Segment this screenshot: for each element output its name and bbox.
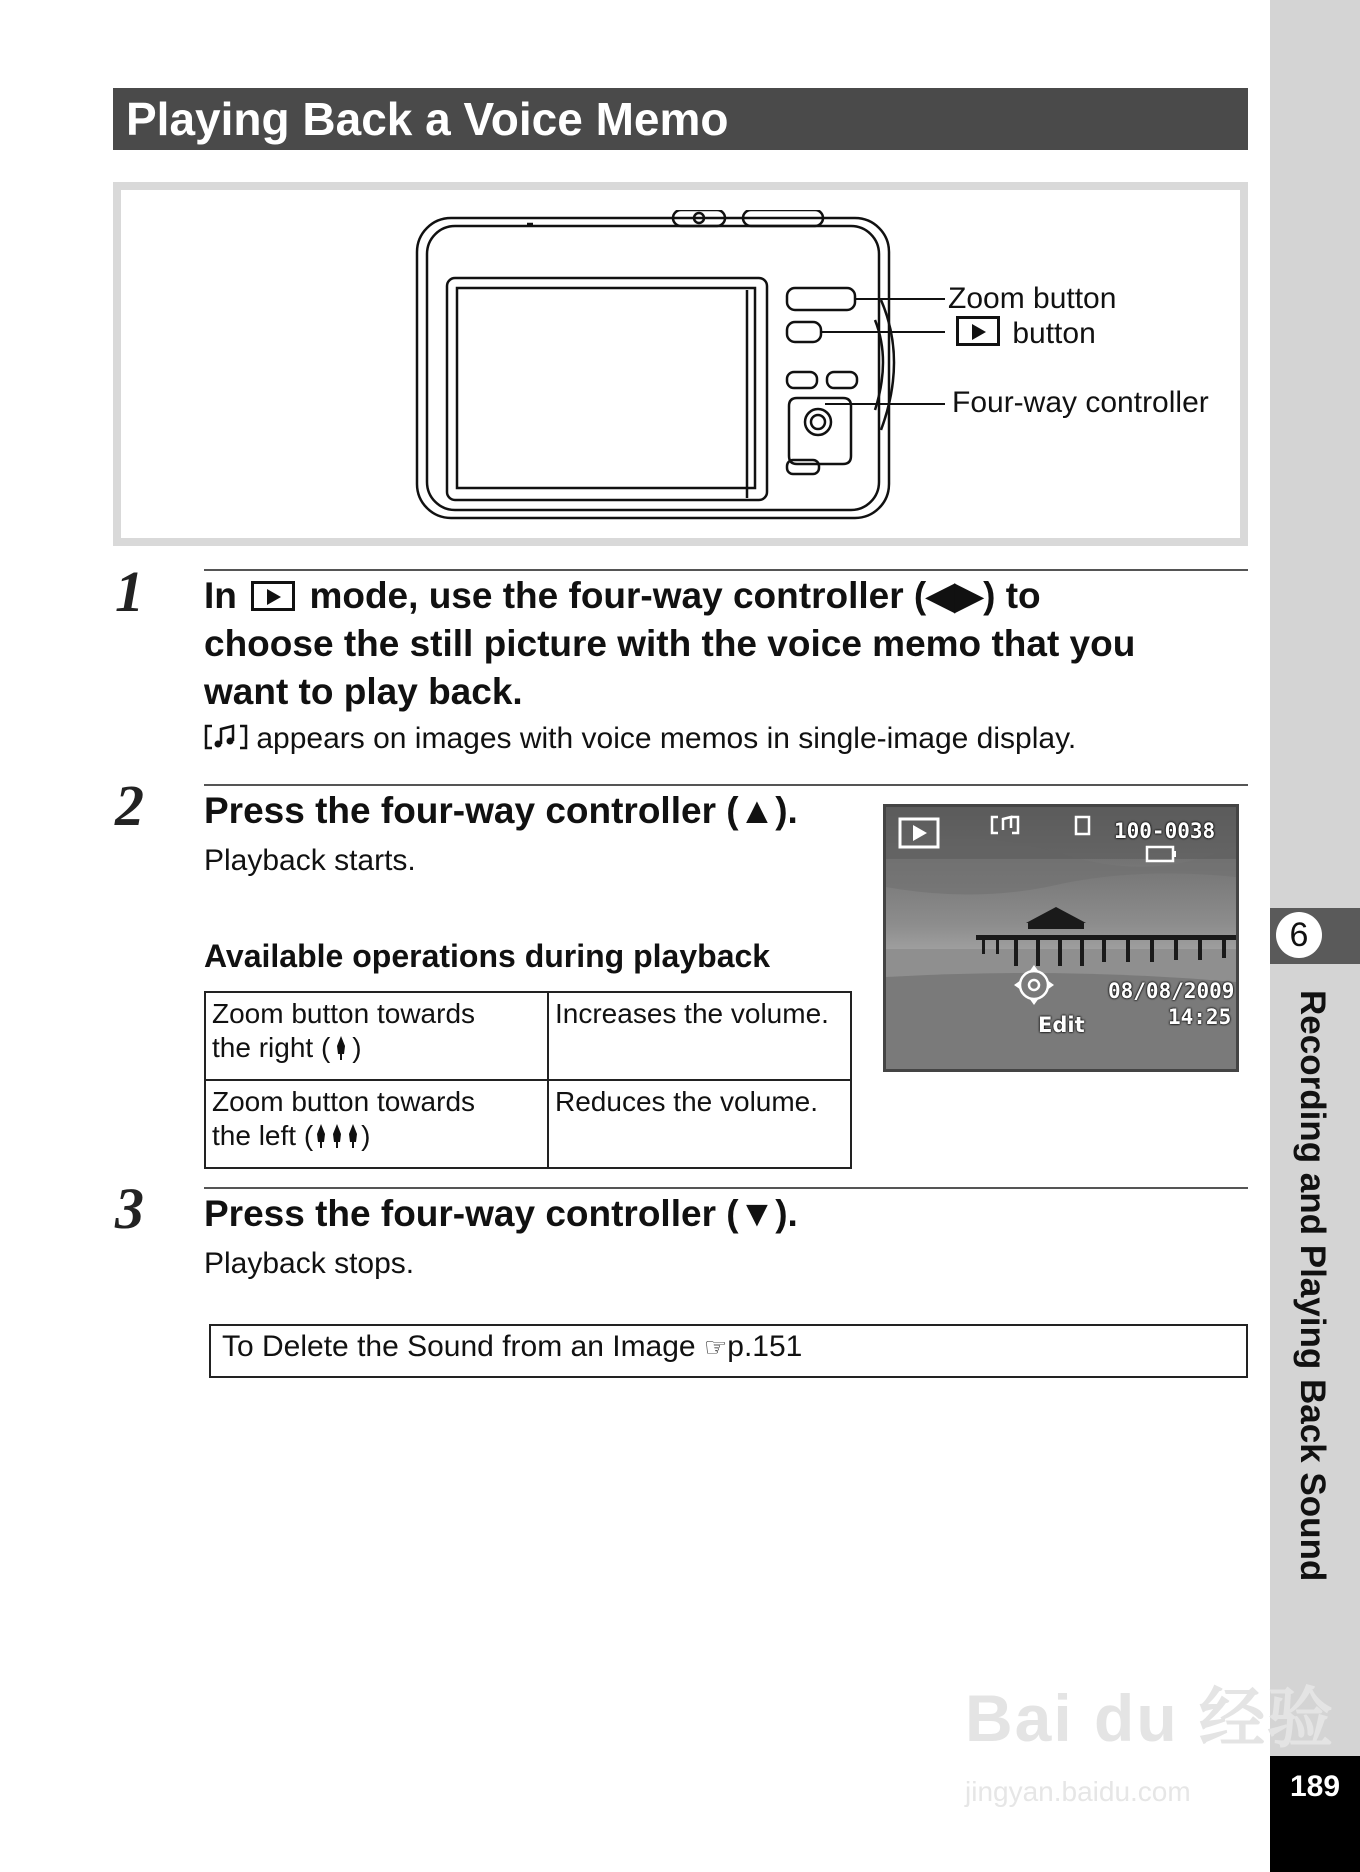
voice-memo-icon (204, 722, 248, 752)
table-cell-effect: Increases the volume. (548, 992, 851, 1080)
step-1-heading (204, 572, 1248, 716)
step-1-heading-line-2: choose the still picture with the voice memo that you (204, 623, 1136, 664)
control-line-2: the right ( (212, 1032, 331, 1063)
baidu-watermark-logo: Bai du 经验 (965, 1681, 1336, 1755)
control-line-1: Zoom button towards (212, 998, 476, 1029)
control-line-2-end: ) (352, 1032, 362, 1063)
step-3-body: Playback stops. (204, 1247, 415, 1280)
page-title: Playing Back a Voice Memo (126, 93, 729, 145)
table-cell-effect: Reduces the volume. (548, 1080, 851, 1168)
table-row (205, 1080, 851, 1168)
lcd-file-number: 100-0038 (1114, 819, 1216, 843)
playback-button-callout (952, 316, 1096, 351)
step-1-heading-line-3: want to play back. (204, 671, 523, 712)
note-page-ref: p.151 (727, 1330, 803, 1363)
chapter-title: Recording and Playing Back Sound (1293, 990, 1332, 1582)
operations-subheading: Available operations during playback (204, 938, 771, 974)
chapter-number: 6 (1276, 912, 1322, 958)
step-1-body-text: appears on images with voice memos in single-image display. (256, 722, 1077, 755)
table-cell-control (205, 1080, 548, 1168)
camera-lcd-screen (883, 804, 1239, 1072)
lcd-time: 14:25 (1168, 1005, 1232, 1029)
playback-operations-table (204, 991, 852, 1169)
camera-back-illustration (405, 210, 965, 530)
four-way-controller-callout: Four-way controller (952, 386, 1209, 419)
playback-button-label: button (1012, 317, 1096, 350)
note-text: To Delete the Sound from an Image (222, 1330, 696, 1363)
step-2-body: Playback starts. (204, 844, 416, 877)
page-number: 189 (1289, 1770, 1341, 1803)
chapter-title-vertical (1270, 990, 1360, 1610)
step-2-number: 2 (115, 773, 144, 838)
step-1-number: 1 (115, 559, 144, 624)
volume-down-icon (313, 1122, 361, 1150)
control-line-1: Zoom button towards (212, 1086, 476, 1117)
step-3-number: 3 (115, 1176, 144, 1241)
table-cell-control (205, 992, 548, 1080)
step-1-heading-part-b: mode, use the four-way controller (◀▶) to (309, 575, 1041, 616)
zoom-button-callout: Zoom button (948, 282, 1117, 315)
playback-icon (956, 316, 1000, 346)
step-3-rule (204, 1187, 1248, 1189)
step-3-heading: Press the four-way controller (▼). (204, 1193, 798, 1234)
control-line-2: the left ( (212, 1120, 314, 1151)
lcd-edit-label: Edit (1038, 1013, 1085, 1037)
step-2-heading: Press the four-way controller (▲). (204, 790, 798, 831)
baidu-watermark-url: jingyan.baidu.com (965, 1776, 1191, 1807)
lcd-date: 08/08/2009 (1108, 979, 1235, 1003)
volume-up-icon (330, 1034, 352, 1062)
step-1-heading-part-a: In (204, 575, 237, 616)
cross-reference-link[interactable] (222, 1330, 802, 1364)
step-1-rule (204, 569, 1248, 571)
control-line-2-end: ) (361, 1120, 371, 1151)
table-row (205, 992, 851, 1080)
pointing-hand-icon: ☞ (703, 1332, 728, 1362)
step-2-rule (204, 784, 1248, 786)
step-1-body (204, 722, 1076, 756)
playback-icon (251, 581, 295, 611)
